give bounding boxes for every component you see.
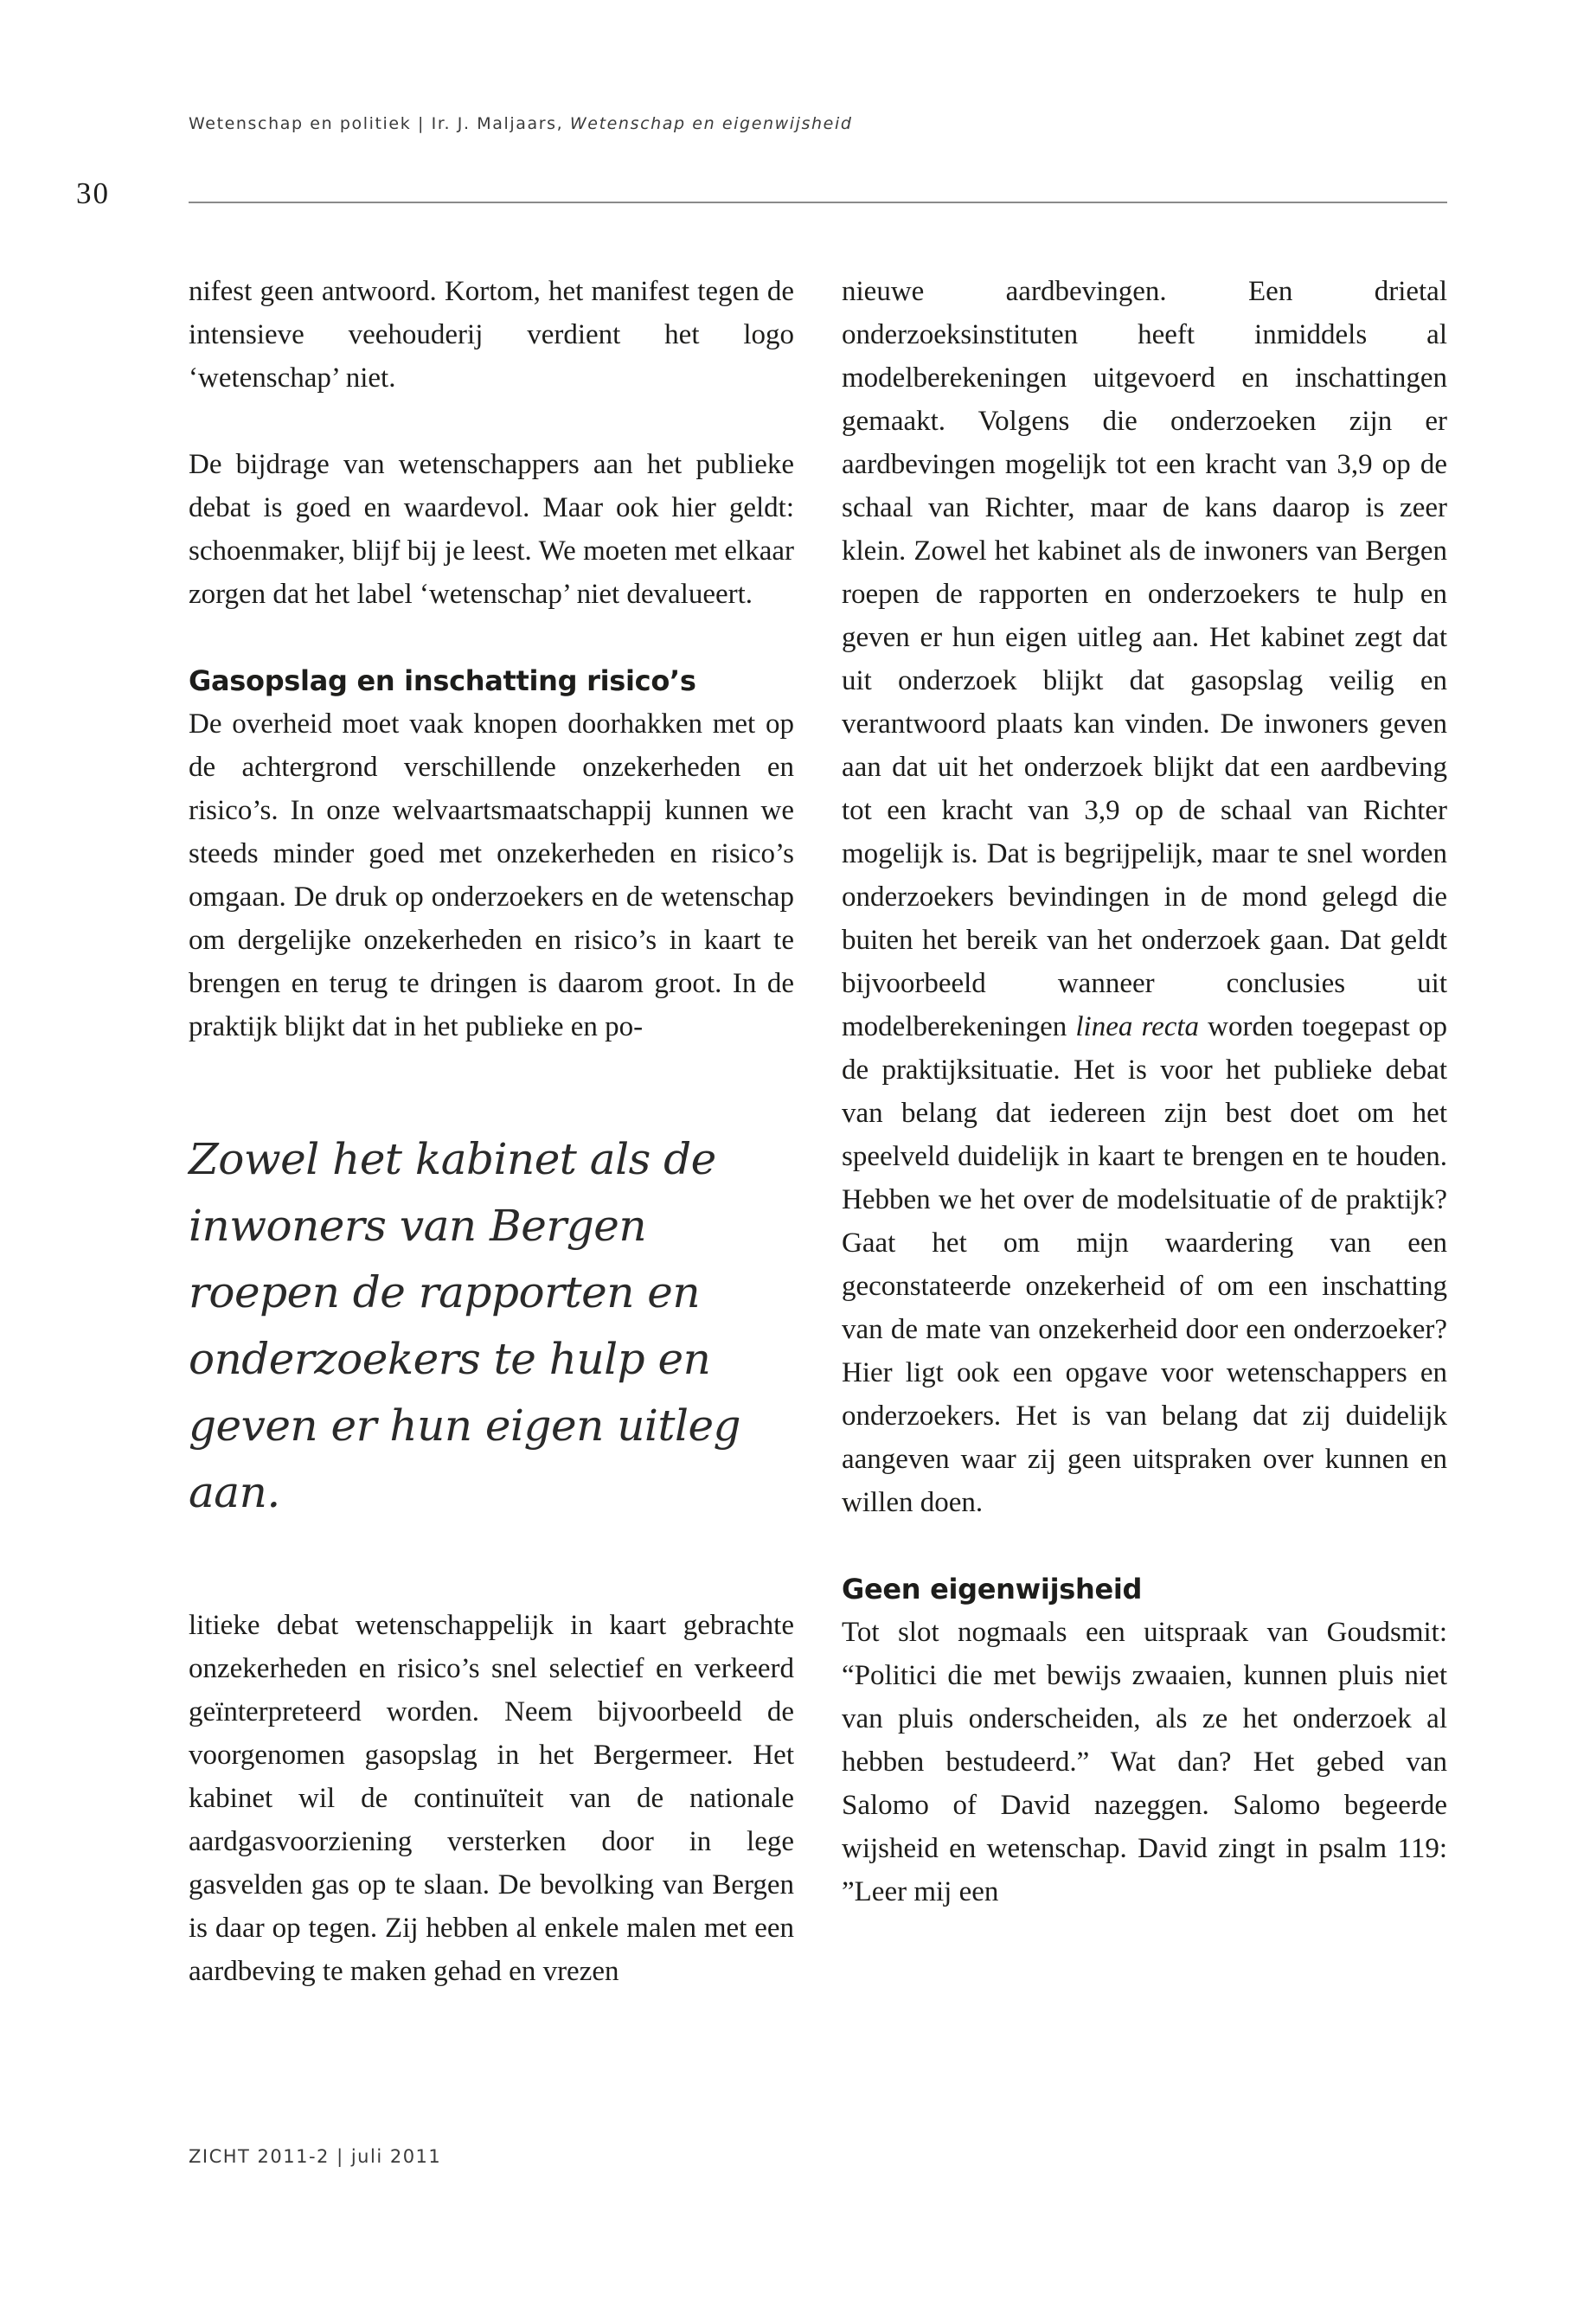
header-article-title: Wetenschap en eigenwijsheid bbox=[569, 114, 853, 133]
header-rule bbox=[189, 202, 1447, 203]
header-section: Wetenschap en politiek bbox=[189, 114, 412, 133]
right-paragraph-1-part-b: worden toegepast op de praktijksituatie. Het is voor het publieke debat van belang dat iedereen zijn best doet om het speelveld duidelijk in kaart te brengen en te houden. Hebben we het over de modelsituatie of de praktijk? Gaat het om mijn waardering van een geconstateerde onzekerheid of om een inschatting van de mate van onzekerheid door een onderzoeker? Hier ligt ook een opgave voor wetenschappers en onderzoekers. Het is van belang dat zij duidelijk aangeven waar zij geen uitspraken over kunnen en willen doen. bbox=[842, 1011, 1447, 1518]
right-paragraph-1 bbox=[842, 270, 1447, 1524]
section-heading-gasopslag: Gasopslag en inschatting risico’s bbox=[189, 664, 696, 697]
right-paragraph-2: Tot slot nogmaals een uitspraak van Goudsmit: “Politici die met bewijs zwaaien, kunnen pluis niet van pluis onderscheiden, als ze het onderzoek al hebben bestudeerd.” Wat dan? Het gebed van Salomo of David nazeggen. Salomo begeerde wijsheid en wetenschap. David zingt in psalm 119: ”Leer mij een bbox=[842, 1617, 1447, 1907]
page-footer: ZICHT 2011-2 | juli 2011 bbox=[189, 2146, 442, 2167]
latin-phrase: linea recta bbox=[1075, 1011, 1200, 1042]
header-author: Ir. J. Maljaars, bbox=[431, 114, 564, 133]
left-paragraph-3: De overheid moet vaak knopen doorhakken met op de achtergrond verschillende onzekerheden en risico’s. In onze welvaartsmaatschappij kunnen we steeds minder goed met onzekerheden en risico’s omgaan. De druk op onderzoekers en de wetenschap om dergelijke onzekerheden en risico’s in kaart te brengen en terug te dringen is daarom groot. In de praktijk blijkt dat in het publieke en po- bbox=[189, 708, 794, 1042]
left-paragraph-4: litieke debat wetenschappelijk in kaart gebrachte onzekerheden en risico’s snel selectief en verkeerd geïnterpreteerd worden. Neem bijvoorbeeld de voorgenomen gasopslag in het Bergermeer. Het kabinet wil de continuïteit van de nationale aardgasvoorziening versterken door in lege gasvelden gas op te slaan. De bevolking van Bergen is daar op tegen. Zij hebben al enkele malen met een aardbeving te maken gehad en vrezen bbox=[189, 1610, 794, 1987]
left-paragraph-1: nifest geen antwoord. Kortom, het manifest tegen de intensieve veehouderij verdient het logo ‘wetenschap’ niet. bbox=[189, 276, 794, 394]
running-head bbox=[189, 114, 853, 133]
right-paragraph-1-part-a: nieuwe aardbevingen. Een drietal onderzoeksinstituten heeft inmiddels al modelberekeningen uitgevoerd en inschattingen gemaakt. Volgens die onderzoeken zijn er aardbevingen mogelijk tot een kracht van 3,9 op de schaal van Richter, maar de kans daarop is zeer klein. Zowel het kabinet als de inwoners van Bergen roepen de rapporten en onderzoekers te hulp en geven er hun eigen uitleg aan. Het kabinet zegt dat uit onderzoek blijkt dat gasopslag veilig en verantwoord plaats kan vinden. De inwoners geven aan dat uit het onderzoek blijkt dat een aardbeving tot een kracht van 3,9 op de schaal van Richter mogelijk is. Dat is begrijpelijk, maar te snel worden onderzoekers bevindingen in de mond gelegd die buiten het bereik van het onderzoek gaan. Dat geldt bijvoorbeeld wanneer conclusies uit modelberekeningen bbox=[842, 276, 1447, 1042]
right-column bbox=[842, 270, 1447, 1913]
left-paragraph-2: De bijdrage van wetenschappers aan het publieke debat is goed en waardevol. Maar ook hier geldt: schoenmaker, blijf bij je leest. We moeten met elkaar zorgen dat het label ‘wetenschap’ niet devalueert. bbox=[189, 449, 794, 610]
header-separator: | bbox=[417, 114, 425, 133]
section-heading-eigenwijsheid: Geen eigenwijsheid bbox=[842, 1573, 1143, 1606]
left-column bbox=[189, 270, 794, 1993]
pull-quote: Zowel het kabinet als de inwoners van Bergen roepen de rapporten en onderzoekers te hulp en geven er hun eigen uitleg aan. bbox=[189, 1134, 741, 1517]
page-number: 30 bbox=[76, 176, 110, 210]
